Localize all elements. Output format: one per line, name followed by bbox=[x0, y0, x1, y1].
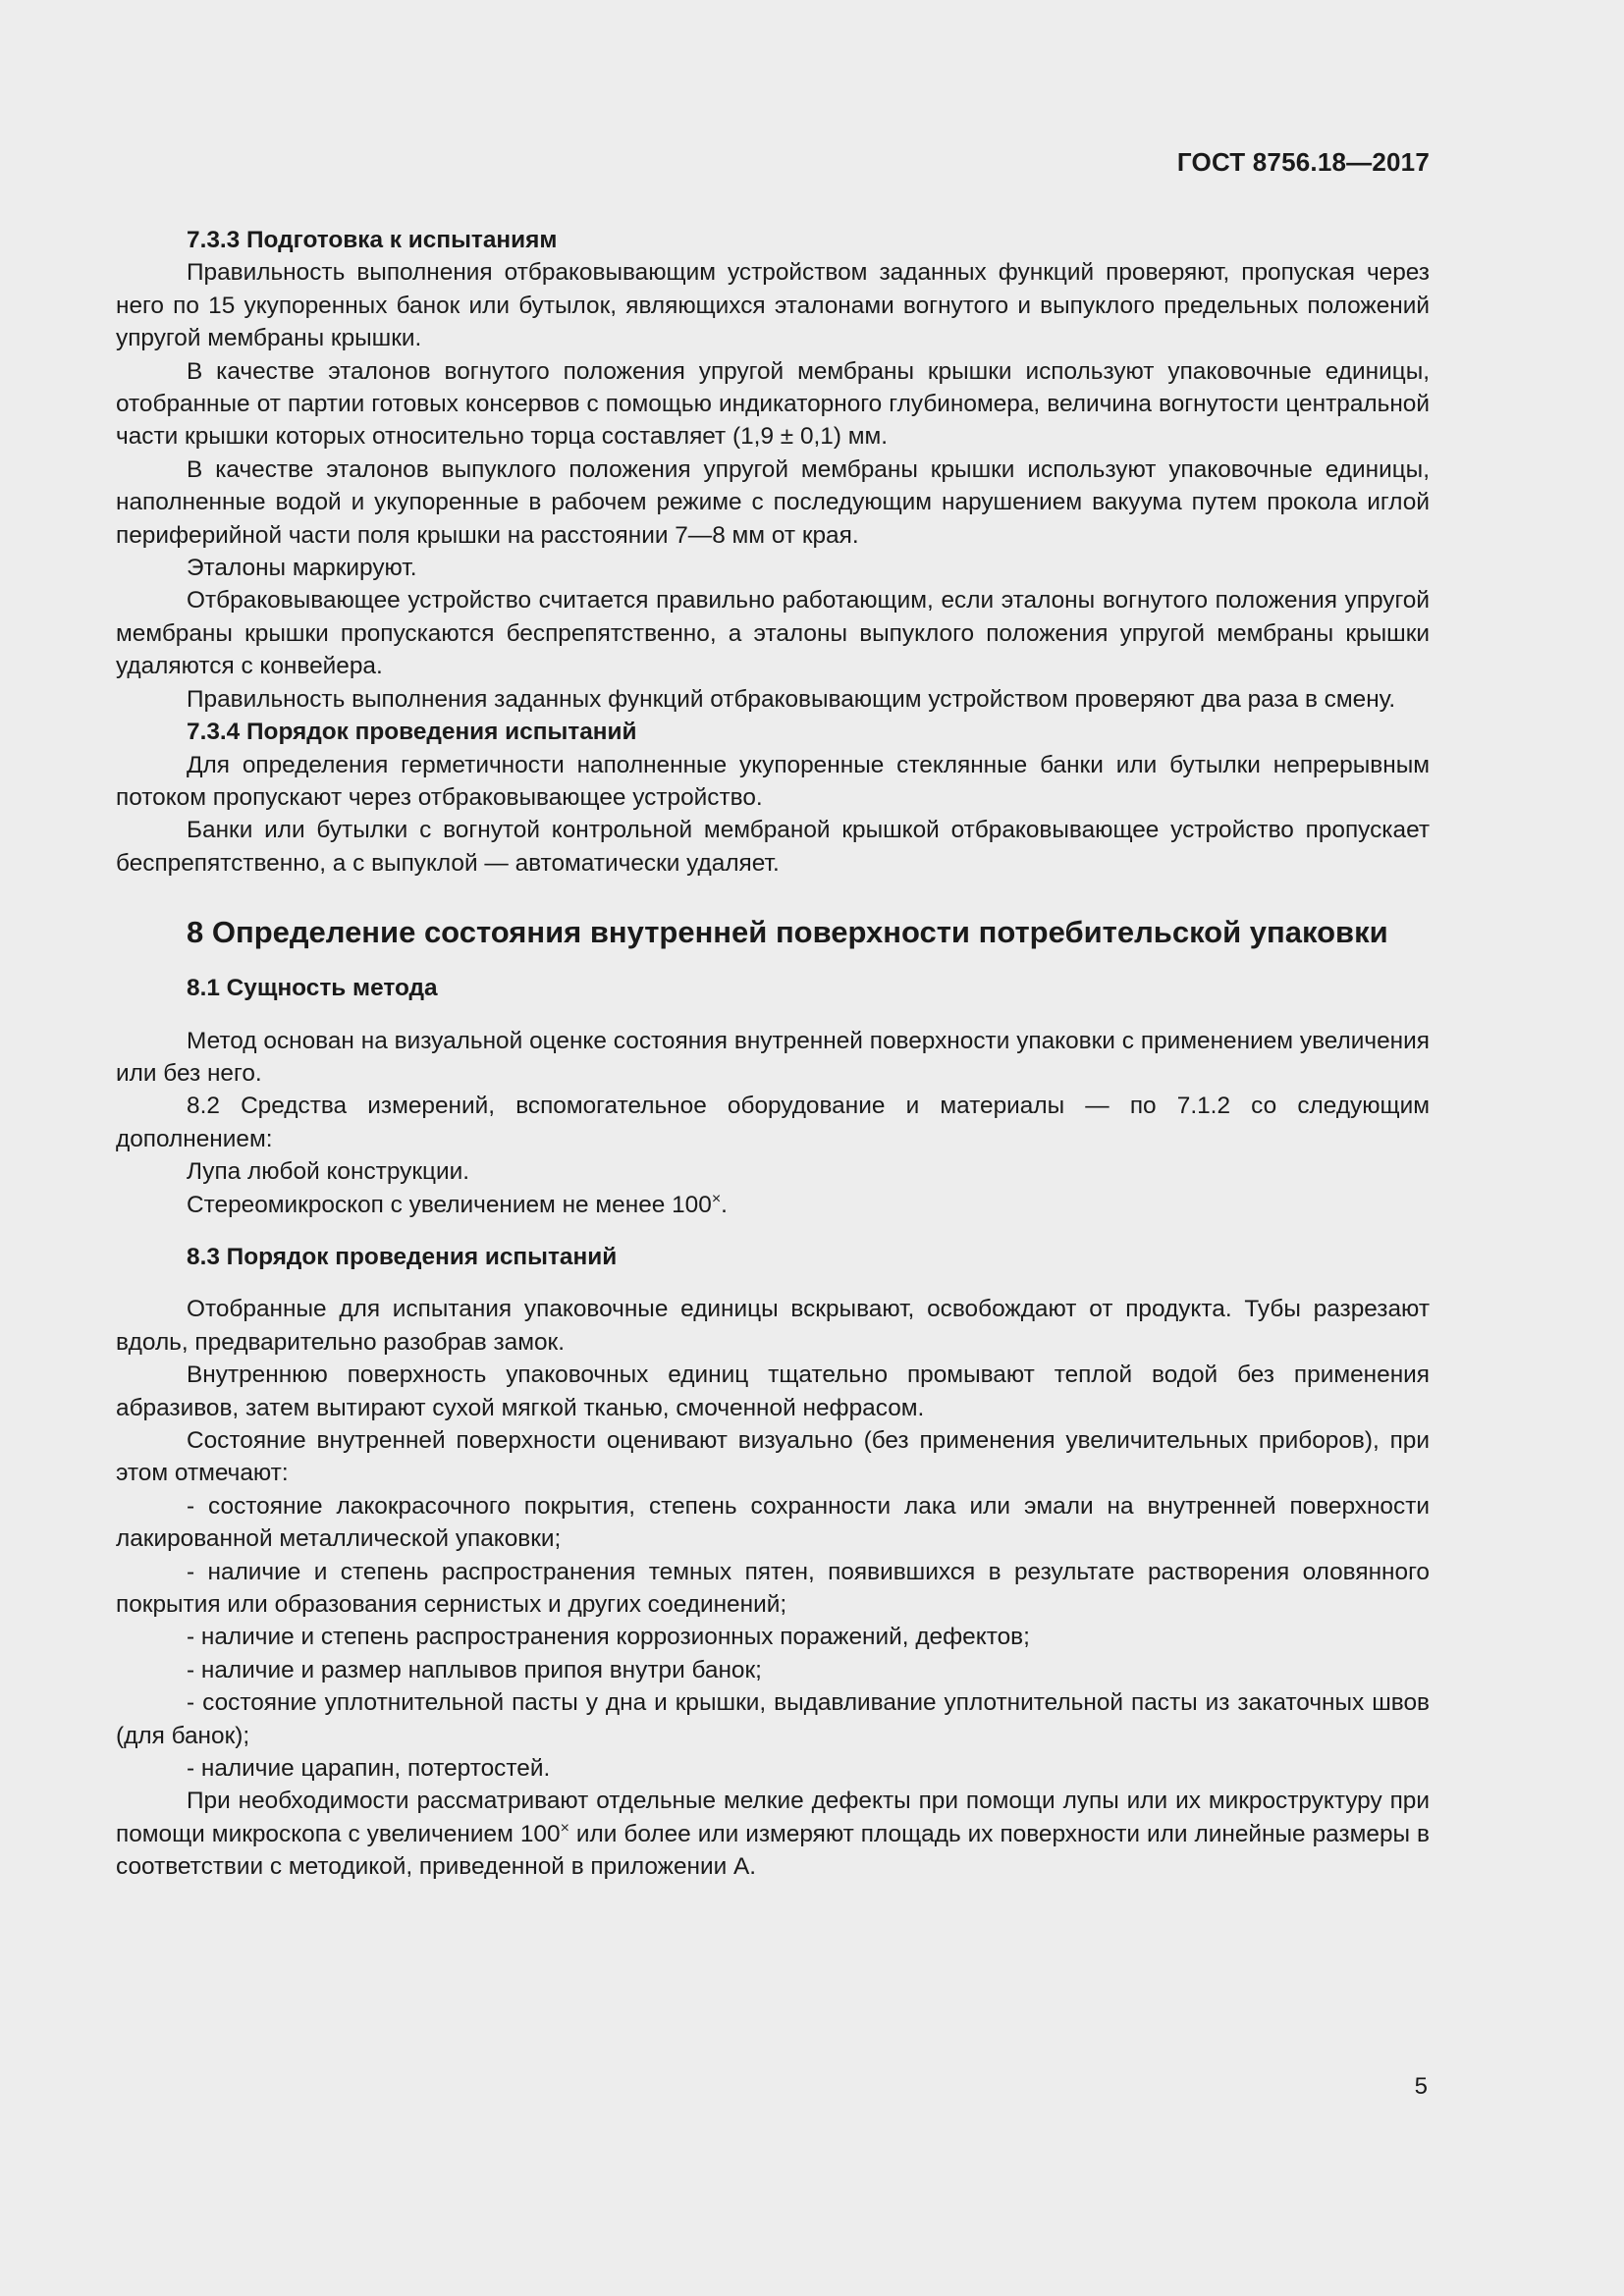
paragraph bbox=[116, 1189, 1430, 1221]
section-8-3-title: 8.3 Порядок проведения испытаний bbox=[187, 1243, 618, 1270]
paragraph-text: Стереомикроскоп с увеличением не менее 100 bbox=[187, 1191, 712, 1218]
paragraph: Отобранные для испытания упаковочные единицы вскрывают, освобождают от продукта. Тубы разрезают вдоль, предварительно разобрав замок. bbox=[116, 1296, 1430, 1356]
magnification-sign: × bbox=[560, 1819, 569, 1837]
list-item: - состояние уплотнительной пасты у дна и крышки, выдавливание уплотнительной пасты из закаточных швов (для банок); bbox=[116, 1689, 1430, 1749]
paragraph: Эталоны маркируют. bbox=[187, 555, 417, 582]
list-item: - состояние лакокрасочного покрытия, степень сохранности лака или эмали на внутренней поверхности лакированной металлической упаковки; bbox=[116, 1492, 1430, 1553]
document-code: ГОСТ 8756.18—2017 bbox=[1176, 147, 1430, 177]
list-item: - наличие и размер наплывов припоя внутри банок; bbox=[187, 1656, 762, 1683]
paragraph: 8.2 Средства измерений, вспомогательное оборудование и материалы — по 7.1.2 со следующим дополнением: bbox=[116, 1093, 1430, 1152]
list-item: - наличие и степень распространения темных пятен, появившихся в результате растворения оловянного покрытия или образования сернистых и других соединений; bbox=[116, 1558, 1430, 1619]
section-8-title: 8 Определение состояния внутренней поверхности потребительской упаковки bbox=[187, 915, 1388, 950]
paragraph: В качестве эталонов выпуклого положения упругой мембраны крышки используют упаковочные единицы, наполненные водой и укупоренные в рабочем режиме с последующим нарушением вакуума путем прокола иглой периферийной части поля крышки на расстоянии 7—8 мм от края. bbox=[116, 455, 1430, 549]
paragraph: Правильность выполнения заданных функций отбраковывающим устройством проверяют два раза в смену. bbox=[187, 685, 1396, 713]
paragraph: Отбраковывающее устройство считается правильно работающим, если эталоны вогнутого положения упругой мембраны крышки пропускаются беспрепятственно, а эталоны выпуклого положения упругой мембраны крышки удаляются с конвейера. bbox=[116, 587, 1430, 680]
paragraph-text: При необходимости рассматривают отдельные мелкие дефекты при помощи лупы или их микроструктуру при помощи микроскопа с увеличением 100 bbox=[116, 1788, 1430, 1847]
magnification-sign: × bbox=[711, 1190, 722, 1207]
paragraph: Правильность выполнения отбраковывающим устройством заданных функций проверяют, пропуская через него по 15 укупоренных банок или бутылок, являющихся эталонами вогнутого и выпуклого предельных положений упругой мембраны крышки. bbox=[116, 259, 1430, 352]
paragraph: Банки или бутылки с вогнутой контрольной мембраной крышкой отбраковывающее устройство пропускает беспрепятственно, а с выпуклой — автоматически удаляет. bbox=[116, 817, 1430, 877]
paragraph-end: . bbox=[721, 1191, 728, 1218]
section-7-3-4-title: 7.3.4 Порядок проведения испытаний bbox=[187, 719, 637, 746]
section-8-1-title: 8.1 Сущность метода bbox=[187, 975, 438, 1002]
paragraph: Для определения герметичности наполненные укупоренные стеклянные банки или бутылки непрерывным потоком пропускают через отбраковывающее устройство. bbox=[116, 751, 1430, 811]
section-7-3-3-title: 7.3.3 Подготовка к испытаниям bbox=[187, 227, 558, 253]
paragraph: В качестве эталонов вогнутого положения упругой мембраны крышки используют упаковочные единицы, отобранные от партии готовых консервов с помощью индикаторного глубиномера, величина вогнутости центральной части крышки которых относительно торца составляет (1,9 ± 0,1) мм. bbox=[116, 357, 1430, 451]
paragraph: Метод основан на визуальной оценке состояния внутренней поверхности упаковки с применением увеличения или без него. bbox=[116, 1027, 1430, 1087]
page-content bbox=[116, 224, 1430, 1884]
paragraph: Лупа любой конструкции. bbox=[187, 1158, 469, 1186]
paragraph: Внутреннюю поверхность упаковочных единиц тщательно промывают теплой водой без применения абразивов, затем вытирают сухой мягкой тканью, смоченной нефрасом. bbox=[116, 1362, 1430, 1421]
paragraph: Состояние внутренней поверхности оценивают визуально (без применения увеличительных приборов), при этом отмечают: bbox=[116, 1427, 1430, 1487]
list-item: - наличие царапин, потертостей. bbox=[187, 1755, 551, 1783]
paragraph-text: или более или измеряют площадь их поверхности или линейные размеры в соответствии с методикой, приведенной в приложении А. bbox=[116, 1820, 1431, 1881]
page-number: 5 bbox=[1414, 2073, 1428, 2100]
list-item: - наличие и степень распространения коррозионных поражений, дефектов; bbox=[187, 1624, 1030, 1651]
paragraph bbox=[116, 1785, 1430, 1883]
